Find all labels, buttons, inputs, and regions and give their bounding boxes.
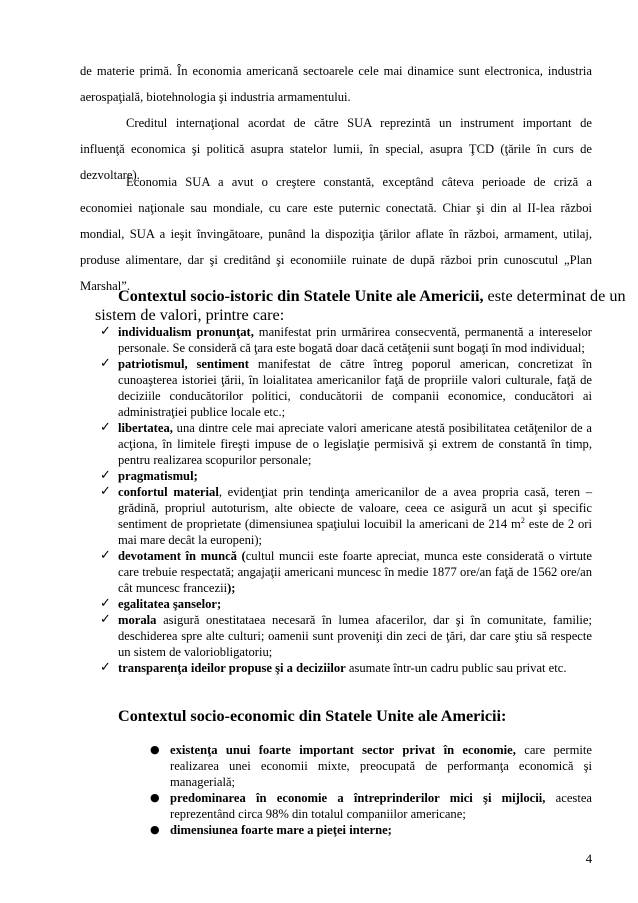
checklist-item-text (118, 324, 592, 356)
checklist-item (100, 468, 592, 484)
checkmark-icon: ✓ (100, 356, 111, 371)
checklist-item-text (118, 356, 592, 420)
text-line: mondial, SUA a ieşit învingătoare, punând la dispoziţia ţărilor aflate în război, armament, utilaj, (80, 227, 592, 241)
paragraph-3 (80, 169, 592, 299)
paragraph-1 (80, 58, 592, 110)
text-line: influenţă economica şi politică asupra statelor lumii, în special, asupra ŢCD (ţările în curs de (80, 142, 592, 156)
checklist-item-text (118, 468, 592, 484)
item-text: manifestat de către întreg poporul american, concretizat în cunoaşterea istoriei ţării, în loialitatea americanilor faţă de propriile valori culturale, faţă de deciziile conducătorilor politici, conducătorii de companii economice, conducători ai administraţiei publice locale etc.; (118, 357, 592, 419)
bullet-icon: ● (150, 791, 160, 804)
item-bold-text: egalitatea şanselor; (118, 597, 222, 611)
bullet-icon: ● (150, 743, 160, 756)
item-text: asumate într-un cadru public sau privat etc. (345, 661, 567, 675)
checkmark-icon: ✓ (100, 612, 111, 627)
checklist-item (100, 548, 593, 596)
text-line: Marshal”. (80, 279, 131, 293)
text-line: produse alimentare, dar şi creditând şi economiile ruinate de după război prin cunoscutul „Plan (80, 253, 592, 267)
text-line: dezvoltare). (80, 168, 140, 182)
item-bold-text: devotament în muncă ( (118, 549, 246, 563)
text-line: aerospaţială, biotehnologia şi industria armamentului. (80, 90, 351, 104)
section-heading-1 (118, 287, 626, 306)
checklist-item (100, 596, 592, 612)
item-text: acestea reprezentând circa 98% din totalul companiilor americane; (170, 791, 592, 821)
checkmark-icon: ✓ (100, 596, 111, 611)
item-text: cultul muncii este foarte apreciat, munca este considerată o virtute care trebuie respectată; angajaţii americani muncesc în medie 1877 ore/an faţă de 1562 ore/an cât muncesc francezii (118, 549, 593, 595)
checklist-item (100, 484, 592, 548)
heading-bold: Contextul socio-economic din Statele Unite ale Americii: (118, 707, 507, 725)
checklist-item (100, 324, 592, 356)
text-line: economiei naţionale sau mondiale, cu care este puternic conectată. Chiar şi din al II-lea război (80, 201, 592, 215)
bullet-item-text (170, 790, 592, 822)
checkmark-icon: ✓ (100, 484, 111, 499)
checklist-item-text (118, 596, 592, 612)
checkmark-icon: ✓ (100, 660, 111, 675)
item-bold-tail: ); (227, 581, 236, 595)
checklist-item (100, 356, 592, 420)
item-bold-text: confortul material (118, 485, 219, 499)
bullet-icon: ● (150, 823, 160, 836)
heading-rest: este determinat de un (483, 287, 626, 305)
item-text: manifestat prin urmărirea consecventă, permanentă a intereselor personale. Se consideră că ţara este bogată doar dacă cetăţenii sunt bogaţi în mod individual; (118, 325, 592, 355)
checklist-item (100, 612, 592, 660)
heading-bold: Contextul socio-istoric din Statele Unite ale Americii, (118, 287, 484, 305)
bullet-item-text (170, 822, 592, 838)
checkmark-icon: ✓ (100, 548, 111, 563)
checklist-item-text (118, 612, 592, 660)
checklist-item-text (118, 420, 592, 468)
item-bold-text: transparenţa ideilor propuse şi a deciziilor (118, 661, 346, 675)
checklist-item (100, 660, 592, 676)
checklist-item-text (118, 484, 592, 548)
bullet-item (150, 822, 592, 838)
item-bold-text: predominarea în economie a întreprinderilor mici şi mijlocii, (170, 791, 546, 805)
checkmark-icon: ✓ (100, 468, 111, 483)
bullet-item-text (170, 742, 592, 790)
bullet-item (150, 790, 592, 822)
item-bold-text: individualism pronunţat, (118, 325, 254, 339)
section-heading-2 (118, 707, 506, 726)
checklist-item-text (118, 660, 592, 676)
item-text: una dintre cele mai apreciate valori americane atestă posibilitatea cetăţenilor de a acţiona, în limitele fireşti impuse de o legislaţie permisivă şi extrem de constantă în timp, pentru realizarea scopurilor personale; (118, 421, 592, 467)
text-line: Economia SUA a avut o creştere constantă, exceptând câteva perioade de criză a (126, 175, 592, 189)
item-bold-text: existenţa unui foarte important sector privat în economie, (170, 743, 516, 757)
item-text: care permite realizarea unei economii mixte, preocupată de performanţa economică şi managerială; (170, 743, 592, 789)
item-bold-text: patriotismul, sentiment (118, 357, 249, 371)
checkmark-icon: ✓ (100, 324, 111, 339)
checkmark-icon: ✓ (100, 420, 111, 435)
item-bold-text: morala (118, 613, 157, 627)
item-text: , evidenţiat prin tendinţa americanilor de a avea propria casă, teren – grădină, propriul autoturism, alte obiecte de valoare, ceea ce asigură un acut şi specific sentiment de proprietate (dimensiunea spaţiului locuibil la americani de 214 $m^2$ este de 2 ori mai mare decât la europeni); (118, 485, 592, 547)
item-bold-text: libertatea, (118, 421, 173, 435)
page-number: 4 (585, 852, 592, 866)
text-line: de materie primă. În economia americană sectoarele cele mai dinamice sunt electronica, industria (80, 64, 592, 78)
item-bold-text: pragmatismul; (118, 469, 198, 483)
values-checklist (100, 324, 593, 676)
item-text: asigură onestitataea necesară în lumea afacerilor, dar şi în comunitate, familie; deschiderea spre alte culturi; oamenii sunt proveniţi din zeci de ţări, dar care ştiu să respecte un sistem de valoriobligatoriu; (118, 613, 592, 659)
text-line: Creditul internaţional acordat de către SUA reprezintă un instrument important de (126, 116, 592, 130)
checklist-item (100, 420, 592, 468)
section-heading-1-line2: sistem de valori, printre care: (95, 306, 285, 324)
bullet-item (150, 742, 592, 790)
item-bold-text: dimensiunea foarte mare a pieţei interne; (170, 823, 392, 837)
checklist-item-text (118, 548, 592, 596)
economic-bullet-list (150, 742, 592, 838)
